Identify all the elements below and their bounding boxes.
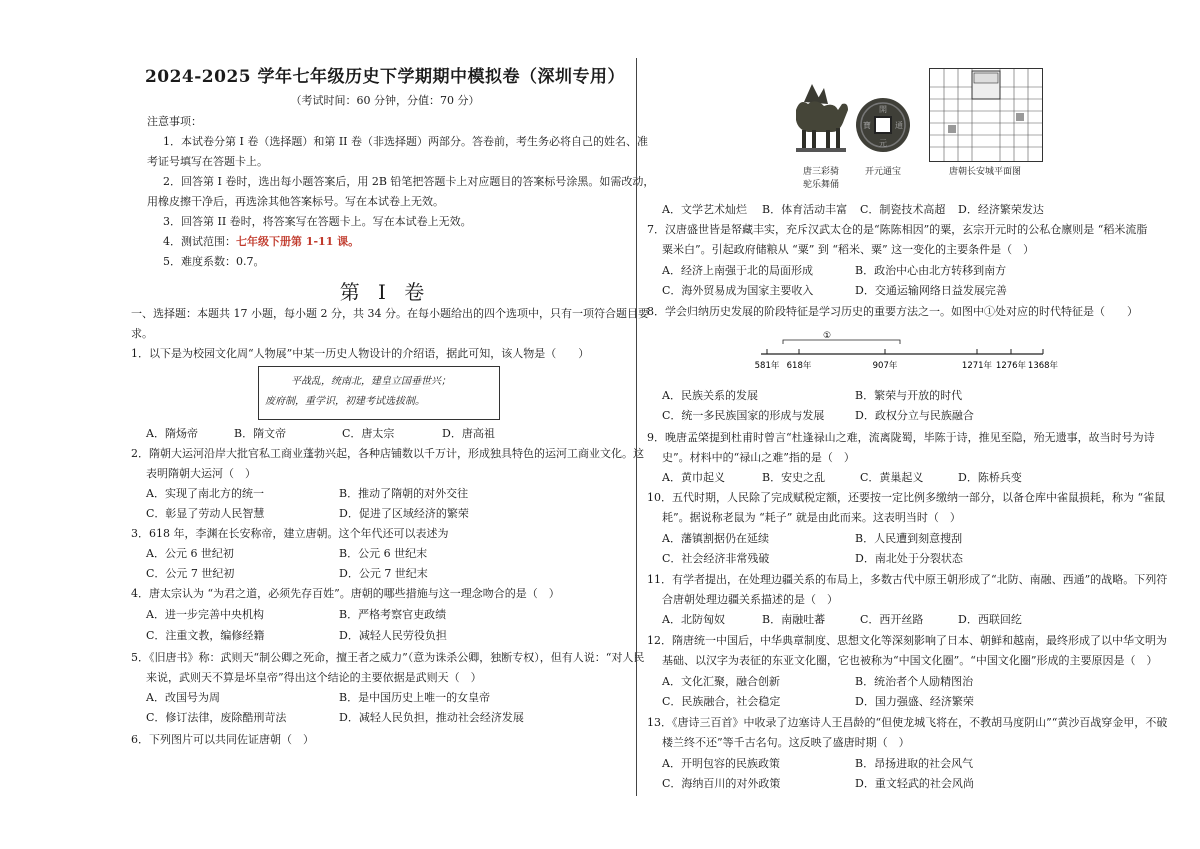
timeline <box>745 324 1065 372</box>
timeline-tick-label: 618年 <box>786 361 812 371</box>
option[interactable]: A．藩镇割据仍在延续 <box>662 532 769 545</box>
option[interactable]: C．注重文教，编修经籍 <box>146 629 265 642</box>
option[interactable]: D．政权分立与民族融合 <box>855 409 974 422</box>
quote-box <box>258 366 500 420</box>
option[interactable]: D．西联回纥 <box>958 613 1022 626</box>
timeline-tick-label: 1271年 <box>961 361 993 371</box>
timeline-tick-label: 1276年 <box>995 361 1027 371</box>
notice-item: 考证号填写在答题卡上。 <box>147 155 268 168</box>
option[interactable]: D．陈桥兵变 <box>958 471 1022 484</box>
option[interactable]: D．国力强盛、经济繁荣 <box>855 695 974 708</box>
question-stem: 基础、以汉字为表征的东亚文化圈，它也被称为“中国文化圈”。“中国文化圈”形成的主要原因是（ ） <box>662 654 1158 667</box>
option[interactable]: A．改国号为周 <box>146 691 220 704</box>
notice-range-label: 4．测试范围： <box>163 235 236 248</box>
option[interactable]: B．是中国历史上唯一的女皇帝 <box>339 691 491 704</box>
question-stem: 粟米白”。引起政府储粮从 “粟” 到 “稻米、粟” 这一变化的主要条件是（ ） <box>662 243 1035 256</box>
image-caption: 唐朝长安城平面图 <box>948 167 1021 177</box>
question-stem: 来说，武则天不算是坏皇帝”得出这个结论的主要依据是武则天（ ） <box>146 671 482 684</box>
option[interactable]: D．减轻人民劳役负担 <box>339 629 447 642</box>
timeline-tick-label: 581年 <box>754 361 780 371</box>
question-stem: 3．618 年，李渊在长安称帝，建立唐朝。这个年代还可以表述为 <box>131 527 449 540</box>
option[interactable]: C．海外贸易成为国家主要收入 <box>662 284 814 297</box>
option[interactable]: A．民族关系的发展 <box>662 389 758 402</box>
timeline-tick-label: 1368年 <box>1027 361 1059 371</box>
timeline-tick-label: 907年 <box>872 361 898 371</box>
option[interactable]: B．人民遭到刻意搜刮 <box>855 532 963 545</box>
option[interactable]: C．海纳百川的对外政策 <box>662 777 781 790</box>
option[interactable]: B．严格考察官吏政绩 <box>339 608 447 621</box>
option[interactable]: C．社会经济非常残破 <box>662 552 770 565</box>
section-intro: 求。 <box>131 327 153 340</box>
timeline-ticks <box>755 349 1059 371</box>
option[interactable]: D．减轻人民负担，推动社会经济发展 <box>339 711 524 724</box>
option[interactable]: B．体育活动丰富 <box>762 203 848 216</box>
changan-map-image <box>929 68 1043 162</box>
notice-item: 2．回答第 I 卷时，选出每小题答案后，用 2B 铅笔把答题卡上对应题目的答案标号涂黑。如需改动， <box>163 175 655 188</box>
option[interactable]: B．政治中心由北方转移到南方 <box>855 264 1007 277</box>
question-stem: 耗”。据说称老鼠为 “耗子” 就是由此而来。这表明当时（ ） <box>662 511 961 524</box>
question-stem: 11．有学者提出，在处理边疆关系的布局上，多数古代中原王朝形成了“北防、南融、西通”的战略。下列符 <box>647 573 1168 586</box>
option[interactable]: B．推动了隋朝的对外交往 <box>339 487 469 500</box>
image-caption-line: 唐三彩骑 <box>802 167 839 177</box>
notice-item: 3．回答第 II 卷时，将答案写在答题卡上。写在本试卷上无效。 <box>163 215 472 228</box>
notice-label: 注意事项： <box>147 115 202 128</box>
option[interactable]: C．制瓷技术高超 <box>860 203 946 216</box>
option[interactable]: D．交通运输网络日益发展完善 <box>855 284 1007 297</box>
question-stem: 13．《唐诗三百首》中收录了边塞诗人王昌龄的“但使龙城飞将在，不教胡马度阴山”“黄沙百战穿金甲，不破 <box>647 716 1168 729</box>
option[interactable]: C．唐太宗 <box>342 427 395 440</box>
option[interactable]: B．南融吐蕃 <box>762 613 826 626</box>
quote-line: 废府制，重学识，初建考试选拔制。 <box>265 396 425 407</box>
option[interactable]: D．促进了区域经济的繁荣 <box>339 507 469 520</box>
question-stem: 2．隋朝大运河沿岸大批官私工商业蓬勃兴起，各种店铺数以千万计，形成独具特色的运河工商业文化。这 <box>131 447 644 460</box>
option[interactable]: D．南北处于分裂状态 <box>855 552 963 565</box>
question-stem: 6．下列图片可以共同佐证唐朝（ ） <box>131 733 314 746</box>
svg-text:通: 通 <box>895 121 903 130</box>
timeline-marker: ① <box>822 331 832 341</box>
question-stem: 表明隋朝大运河（ ） <box>146 467 256 480</box>
timeline-bracket <box>783 340 900 344</box>
option[interactable]: D．重文轻武的社会风尚 <box>855 777 974 790</box>
option[interactable]: C．修订法律，废除酷刑苛法 <box>146 711 287 724</box>
svg-text:寶: 寶 <box>863 121 871 130</box>
section-heading: 第 I 卷 <box>339 280 431 304</box>
option[interactable]: C．公元 7 世纪初 <box>146 567 235 580</box>
question-stem: 10．五代时期，人民除了完成赋税定额，还要按一定比例多缴纳一部分，以备仓库中雀鼠损耗，称为 “雀鼠 <box>647 491 1166 504</box>
exam-title: 2024-2025 学年七年级历史下学期期中模拟卷（深圳专用） <box>144 67 626 87</box>
column-divider <box>636 58 637 796</box>
option[interactable]: B．昂扬进取的社会风气 <box>855 757 974 770</box>
question-stem: 4．唐太宗认为 “为君之道，必须先存百姓”。唐朝的哪些措施与这一理念吻合的是（ ） <box>131 587 560 600</box>
option[interactable]: A．实现了南北方的统一 <box>146 487 264 500</box>
option[interactable]: D．公元 7 世纪末 <box>339 567 428 580</box>
question-stem: 合唐朝处理边疆关系描述的是（ ） <box>662 593 838 606</box>
notice-item: 1．本试卷分第 I 卷（选择题）和第 II 卷（非选择题）两部分。答卷前，考生务必将自己的姓名、准 <box>163 135 649 148</box>
option[interactable]: A．经济上南强于北的局面形成 <box>662 264 813 277</box>
question-stem: 1．以下是为校园文化周“人物展”中某一历史人物设计的介绍语，据此可知，该人物是（ ） <box>131 347 590 360</box>
section-intro: 一、选择题：本题共 17 小题，每小题 2 分，共 34 分。在每小题给出的四个选项中，只有一项符合题目要 <box>131 307 649 320</box>
option[interactable]: A．开明包容的民族政策 <box>662 757 780 770</box>
question-stem: 9．晚唐孟棨提到杜甫时曾言“杜逢禄山之难，流离陇蜀，毕陈于诗，推见至隐，殆无遗事，故当时号为诗 <box>647 431 1155 444</box>
notice-item: 5．难度系数：0.7。 <box>163 255 265 268</box>
question-stem: 楼兰终不还”等千古名句。这反映了盛唐时期（ ） <box>662 736 910 749</box>
option[interactable]: D．唐高祖 <box>442 427 495 440</box>
option[interactable]: A．北防匈奴 <box>662 613 725 626</box>
option[interactable]: C．西开丝路 <box>860 613 924 626</box>
option[interactable]: B．公元 6 世纪末 <box>339 547 428 560</box>
option[interactable]: B．安史之乱 <box>762 471 826 484</box>
svg-text:元: 元 <box>879 139 887 148</box>
quote-line: 平战乱，统南北，建皇立国垂世兴； <box>291 376 451 387</box>
option[interactable]: A．公元 6 世纪初 <box>146 547 234 560</box>
notice-item: 用橡皮擦干净后，再选涂其他答案标号。写在本试卷上无效。 <box>147 195 444 208</box>
option[interactable]: C．统一多民族国家的形成与发展 <box>662 409 825 422</box>
image-caption: 开元通宝 <box>864 167 901 177</box>
exam-subtitle: （考试时间：60 分钟，分值：70 分） <box>290 94 480 107</box>
question-stem: 12．隋唐统一中国后，中华典章制度、思想文化等深刻影响了日本、朝鲜和越南，最终形成了以中华文明为 <box>647 634 1167 647</box>
option[interactable]: A．隋炀帝 <box>146 427 198 440</box>
question-stem: 7．汉唐盛世皆是帑藏丰实，充斥汉武太仓的是“陈陈相因”的粟，玄宗开元时的公私仓廪则是 “稻米流脂 <box>647 223 1148 236</box>
notice-range-value: 七年级下册第 1-11 课。 <box>236 235 360 248</box>
option[interactable]: B．繁荣与开放的时代 <box>855 389 963 402</box>
image-caption-line: 驼乐舞俑 <box>802 180 839 190</box>
option[interactable]: A．黄巾起义 <box>662 471 725 484</box>
camel-figurine-image <box>786 80 856 160</box>
option[interactable]: A．文化汇聚，融合创新 <box>662 675 780 688</box>
option[interactable]: C．民族融合，社会稳定 <box>662 695 781 708</box>
option[interactable]: C．彰显了劳动人民智慧 <box>146 507 265 520</box>
option[interactable]: A．进一步完善中央机构 <box>146 608 264 621</box>
option[interactable]: A．文学艺术灿烂 <box>662 203 747 216</box>
option[interactable]: D．经济繁荣发达 <box>958 203 1044 216</box>
svg-text:開: 開 <box>879 105 887 114</box>
question-stem: 史”。材料中的“禄山之难”指的是（ ） <box>662 451 855 464</box>
option[interactable]: C．黄巢起义 <box>860 471 924 484</box>
question-stem: 5．《旧唐书》称：武则天“制公卿之死命，擅王者之威力”（意为诛杀公卿，独断专权），但有人说：“对人民 <box>131 651 645 664</box>
question-stem: 8．学会归纳历史发展的阶段特征是学习历史的重要方法之一。如图中①处对应的时代特征是（ ） <box>647 305 1138 318</box>
option[interactable]: B．统治者个人励精图治 <box>855 675 974 688</box>
coin-image <box>854 96 912 154</box>
notice-item <box>163 232 359 252</box>
option[interactable]: B．隋文帝 <box>234 427 287 440</box>
